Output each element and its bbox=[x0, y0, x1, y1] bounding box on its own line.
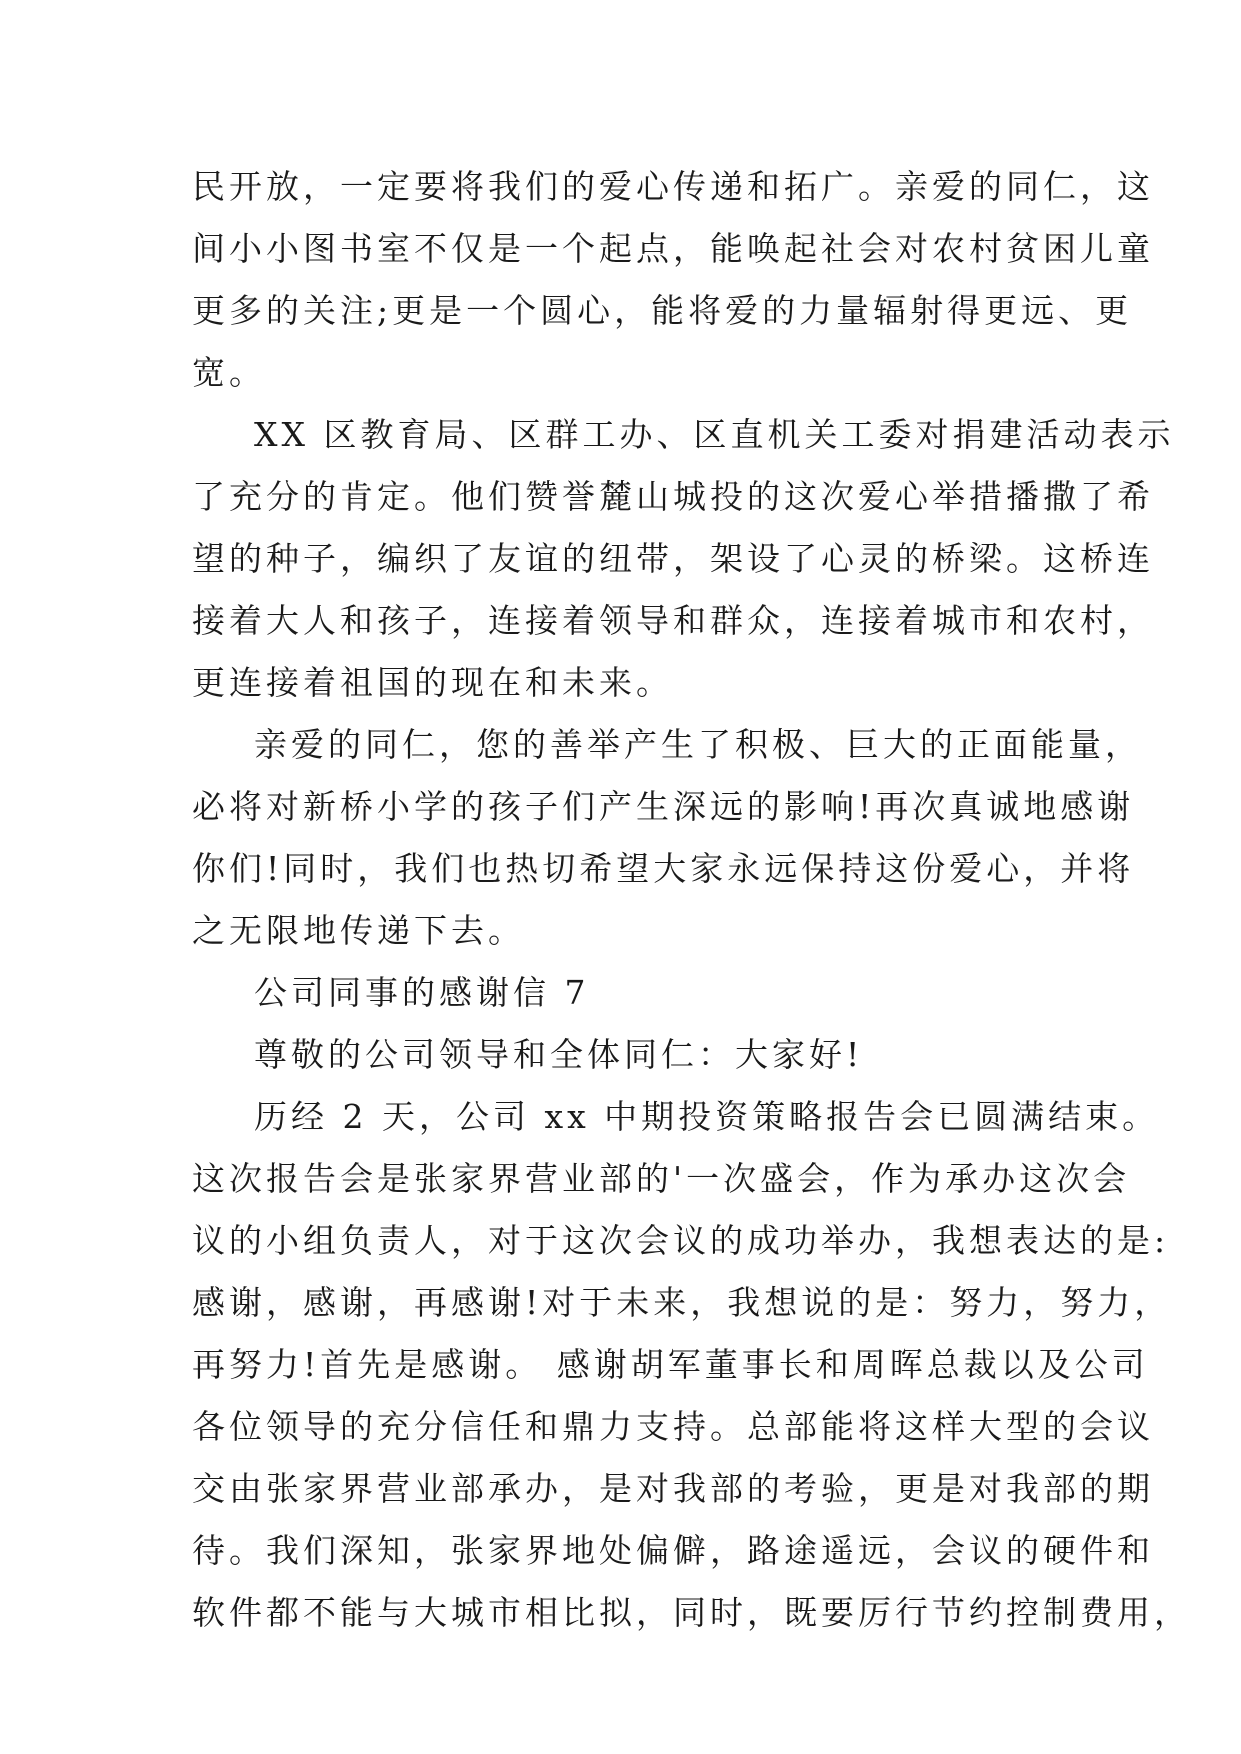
text-line: 更多的关注;更是一个圆心，能将爱的力量辐射得更远、更 bbox=[192, 291, 1133, 330]
text-line: 更连接着祖国的现在和未来。 bbox=[192, 663, 673, 702]
text-line: 交由张家界营业部承办，是对我部的考验，更是对我部的期 bbox=[192, 1469, 1154, 1508]
text-line: 各位领导的充分信任和鼎力支持。总部能将这样大型的会议 bbox=[192, 1407, 1154, 1446]
text-line: 民开放，一定要将我们的爱心传递和拓广。亲爱的同仁，这 bbox=[192, 167, 1154, 206]
section-heading: 公司同事的感谢信 7 bbox=[254, 973, 590, 1012]
text-line: 议的小组负责人，对于这次会议的成功举办，我想表达的是: bbox=[192, 1221, 1170, 1260]
text-line: 再努力!首先是感谢。 感谢胡军董事长和周晖总裁以及公司 bbox=[192, 1345, 1149, 1384]
text-line: 必将对新桥小学的孩子们产生深远的影响!再次真诚地感谢 bbox=[192, 787, 1135, 826]
paragraph-start-line: 亲爱的同仁，您的善举产生了积极、巨大的正面能量， bbox=[254, 725, 1142, 764]
text-line: 这次报告会是张家界营业部的'一次盛会，作为承办这次会 bbox=[192, 1159, 1131, 1198]
text-line: 接着大人和孩子，连接着领导和群众，连接着城市和农村， bbox=[192, 601, 1154, 640]
text-line: 宽。 bbox=[192, 353, 266, 392]
text-line: 望的种子，编织了友谊的纽带，架设了心灵的桥梁。这桥连 bbox=[192, 539, 1154, 578]
text-line: 了充分的肯定。他们赞誉麓山城投的这次爱心举措播撒了希 bbox=[192, 477, 1154, 516]
text-line: 之无限地传递下去。 bbox=[192, 911, 525, 950]
text-line: 间小小图书室不仅是一个起点，能唤起社会对农村贫困儿童 bbox=[192, 229, 1154, 268]
text-line: 待。我们深知，张家界地处偏僻，路途遥远，会议的硬件和 bbox=[192, 1531, 1154, 1570]
paragraph-start-line: 历经 2 天，公司 xx 中期投资策略报告会已圆满结束。 bbox=[254, 1097, 1160, 1136]
text-line: 软件都不能与大城市相比拟，同时，既要厉行节约控制费用， bbox=[192, 1593, 1191, 1632]
text-line: 你们!同时，我们也热切希望大家永远保持这份爱心，并将 bbox=[192, 849, 1135, 888]
document-body bbox=[192, 156, 1191, 1644]
text-line: 感谢，感谢，再感谢!对于未来，我想说的是：努力，努力， bbox=[192, 1283, 1172, 1322]
salutation-line: 尊敬的公司领导和全体同仁：大家好! bbox=[254, 1035, 864, 1074]
paragraph-start-line: XX 区教育局、区群工办、区直机关工委对捐建活动表示 bbox=[254, 415, 1175, 454]
